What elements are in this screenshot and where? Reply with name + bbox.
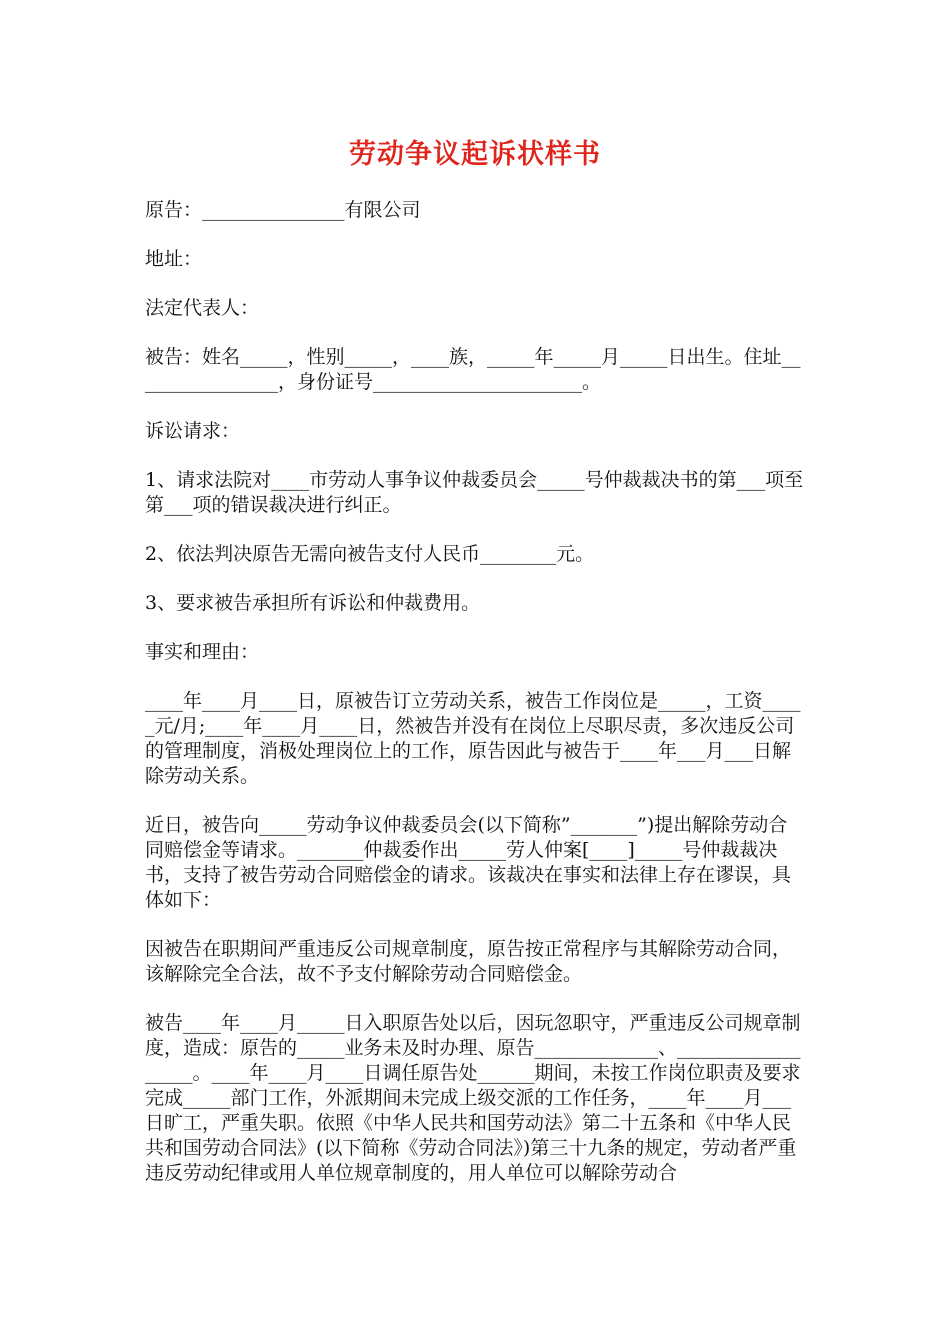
address-line: 地址：: [145, 248, 203, 270]
claim-item-3: 3、要求被告承担所有诉讼和仲裁费用。: [145, 592, 481, 614]
claims-heading: 诉讼请求：: [145, 420, 241, 442]
document-title: 劳动争议起诉状样书: [349, 139, 601, 170]
defendant-paragraph: 被告：姓名_____，性别_____，____族，_____年_____月_____日出生。住址________________，身份证号______________________。: [145, 346, 801, 393]
legal-representative-line: 法定代表人：: [145, 297, 260, 319]
facts-paragraph-1: ____年____月____日，原被告订立劳动关系，被告工作岗位是_____，工资_____元/月;____年____月____日，然被告并没有在岗位上尽职尽责，多次违反公司的管理制度，消极处理岗位上的工作，原告因此与被告于____年___月___日解除劳动关系。: [145, 690, 801, 787]
facts-heading: 事实和理由：: [145, 641, 260, 663]
claim-item-1: 1、请求法院对____市劳动人事争议仲裁委员会_____号仲裁裁决书的第___项至第___项的错误裁决进行纠正。: [145, 469, 804, 516]
facts-paragraph-3: 因被告在职期间严重违反公司规章制度，原告按正常程序与其解除劳动合同，该解除完全合法，故不予支付解除劳动合同赔偿金。: [145, 938, 792, 985]
facts-paragraph-4: 被告____年____月_____日入职原告处以后，因玩忽职守，严重违反公司规章制度，造成：原告的_____业务未及时办理、原告_____________、__________________。____年____月____日调任原告处______期间，未按工作岗位职责及要求完成_____部门工作，外派期间未完成上级交派的工作任务，____年____月___日旷工，严重失职。依照《中华人民共和国劳动法》第二十五条和《中华人民共和国劳动合同法》(以下简称《劳动合同法》)第三十九条的规定，劳动者严重违反劳动纪律或用人单位规章制度的，用人单位可以解除劳动合: [145, 1012, 801, 1184]
plaintiff-line: 原告：_______________有限公司: [145, 199, 421, 221]
facts-paragraph-2: 近日，被告向_____劳动争议仲裁委员会(以下简称”_______”)提出解除劳动合同赔偿金等请求。_______仲裁委作出_____劳人仲案[____]_____号仲裁裁决书，支持了被告劳动合同赔偿金的请求。该裁决在事实和法律上存在谬误，具体如下：: [145, 814, 792, 911]
claim-item-2: 2、依法判决原告无需向被告支付人民币________元。: [145, 543, 595, 565]
document-body: [145, 198, 805, 1210]
